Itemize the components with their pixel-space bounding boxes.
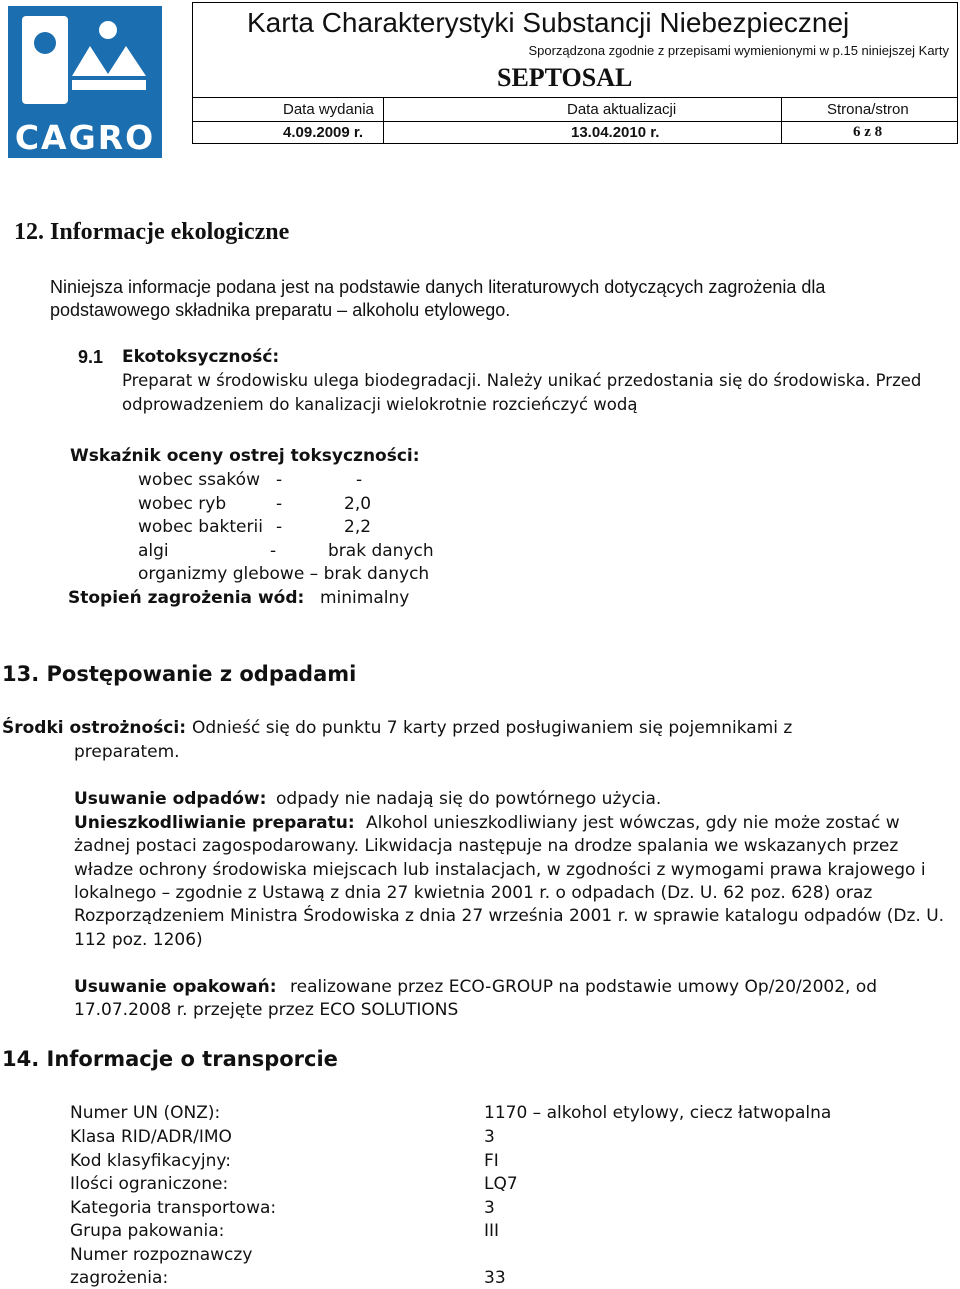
page-value: 6 z 8: [853, 124, 883, 140]
s12-intro-line-2: podstawowego składnika preparatu – alkoholu etylowego.: [50, 300, 511, 320]
neutralisation-label: Unieszkodliwianie preparatu:: [74, 813, 355, 833]
toxicity-heading: Wskaźnik oceny ostrej toksyczności:: [70, 446, 420, 466]
transport-label: Numer rozpoznawczy: [70, 1245, 253, 1265]
transport-value: LQ7: [484, 1174, 518, 1194]
caution-text-2: preparatem.: [74, 742, 180, 762]
tox-row-value: brak danych: [328, 541, 434, 561]
update-date-label: Data aktualizacji: [567, 101, 677, 118]
neutralisation-text: Alkohol unieszkodliwiany jest wówczas, gdy nie może zostać w: [366, 813, 900, 833]
section-13-heading: 13. Postępowanie z odpadami: [2, 662, 357, 686]
transport-value: 3: [484, 1198, 495, 1218]
transport-label: Numer UN (ONZ):: [70, 1103, 221, 1123]
transport-value: III: [484, 1221, 500, 1241]
logo-emblem-icon: [68, 16, 154, 104]
tox-row-name: wobec bakterii: [138, 517, 263, 537]
packaging-removal-text: realizowane przez ECO-GROUP na podstawie umowy Op/20/2002, od: [290, 977, 878, 997]
transport-value: 1170 – alkohol etylowy, ciecz łatwopalna: [484, 1103, 832, 1123]
tox-row-name: wobec ssaków: [138, 470, 260, 490]
transport-label: Grupa pakowania:: [70, 1221, 225, 1241]
ecotox-para-line-2: odprowadzeniem do kanalizacji wielokrotnie rozcieńczyć wodą: [122, 395, 638, 414]
water-hazard-value: minimalny: [320, 588, 410, 608]
packaging-removal-text-2: 17.07.2008 r. przejęte przez ECO SOLUTIONS: [74, 1000, 459, 1020]
section-12-heading: 12. Informacje ekologiczne: [14, 219, 290, 245]
document-header: [192, 2, 958, 144]
neutralisation-line: żadnej postaci zagospodarowany. Likwidacja następuje na drodze spalania we wskazanych przez: [74, 836, 899, 856]
tox-row-value: 2,0: [344, 494, 372, 514]
tox-row-name: wobec ryb: [138, 494, 227, 514]
neutralisation-line: władze ochrony środowiska miejscach lub instalacjach, w zgodności z wymogami prawa krajowego i: [74, 860, 926, 880]
tox-row-name: algi: [138, 541, 169, 561]
company-logo: [8, 6, 162, 158]
subsection-number: 9.1: [78, 347, 104, 367]
product-name: SEPTOSAL: [497, 63, 633, 92]
page-label: Strona/stron: [827, 101, 909, 118]
issue-date-value: 4.09.2009 r.: [283, 124, 364, 141]
transport-label: Kod klasyfikacyjny:: [70, 1151, 231, 1171]
tox-row-dash: -: [276, 517, 283, 537]
section-14-heading: 14. Informacje o transporcie: [2, 1047, 338, 1071]
transport-label: Kategoria transportowa:: [70, 1198, 277, 1218]
water-hazard-label: Stopień zagrożenia wód:: [68, 588, 305, 608]
neutralisation-line: Rozporządzeniem Ministra Środowiska z dnia 27 września 2001 r. w sprawie katalogu odpadów (Dz. U.: [74, 906, 945, 926]
issue-date-label: Data wydania: [283, 101, 374, 118]
neutralisation-line: 112 poz. 1206): [74, 930, 203, 950]
caution-label: Środki ostrożności:: [2, 718, 187, 738]
tox-row-value: 2,2: [344, 517, 372, 537]
s12-intro-line-1: Niniejsza informacje podana jest na podstawie danych literaturowych dotyczących zagrożenia dla: [50, 277, 826, 297]
waste-removal-label: Usuwanie odpadów:: [74, 789, 267, 809]
transport-value: 3: [484, 1127, 495, 1147]
document-title: Karta Charakterystyki Substancji Niebezpiecznej: [247, 7, 850, 38]
transport-value: 33: [484, 1268, 506, 1288]
transport-value: FI: [484, 1151, 499, 1171]
neutralisation-line: lokalnego – zgodnie z Ustawą z dnia 27 kwietnia 2001 r. o odpadach (Dz. U. 62 poz. 628) oraz: [74, 883, 873, 903]
tox-row-dash: -: [270, 541, 277, 561]
tox-row-value: -: [356, 470, 363, 490]
transport-label: Ilości ograniczone:: [70, 1174, 229, 1194]
transport-label: Klasa RID/ADR/IMO: [70, 1127, 232, 1147]
tox-row-dash: -: [276, 470, 283, 490]
tox-row-soil: organizmy glebowe – brak danych: [138, 564, 430, 584]
subsection-title: Ekotoksyczność:: [122, 347, 280, 367]
update-date-value: 13.04.2010 r.: [571, 124, 660, 141]
caution-text: Odnieść się do punktu 7 karty przed posługiwaniem się pojemnikami z: [192, 718, 793, 738]
document-subtitle: Sporządzona zgodnie z przepisami wymienionymi w p.15 niniejszej Karty: [528, 43, 949, 58]
ecotox-para-line-1: Preparat w środowisku ulega biodegradacji. Należy unikać przedostania się do środowiska. Przed: [122, 371, 922, 390]
logo-text: CAGRO: [14, 118, 156, 157]
packaging-removal-label: Usuwanie opakowań:: [74, 977, 277, 997]
waste-removal-text: odpady nie nadają się do powtórnego użycia.: [276, 789, 662, 809]
tox-row-dash: -: [276, 494, 283, 514]
transport-label: zagrożenia:: [70, 1268, 169, 1288]
logo-emblem-left: [22, 16, 68, 104]
